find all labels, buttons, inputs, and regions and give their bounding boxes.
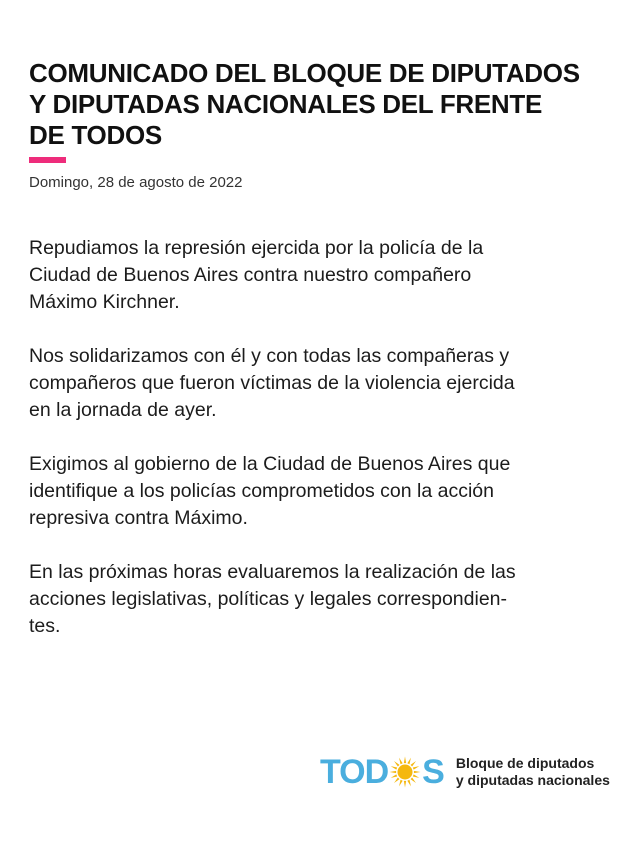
sun-ray	[411, 761, 416, 766]
accent-bar	[29, 157, 66, 163]
paragraph-line: compañeros que fueron víctimas de la violencia ejercida	[29, 372, 515, 394]
paragraph-line: Máximo Kirchner.	[29, 291, 180, 313]
logo-tagline	[456, 755, 610, 789]
sun-ray	[391, 766, 398, 770]
paragraph-line: represiva contra Máximo.	[29, 507, 248, 529]
sun-ray	[407, 780, 411, 787]
paragraph-acciones	[29, 559, 629, 640]
sun-ray	[391, 774, 398, 778]
paragraph-solidaridad	[29, 343, 629, 424]
sun-ray	[413, 774, 420, 778]
publication-date: Domingo, 28 de agosto de 2022	[29, 174, 243, 191]
logo-tagline-line-2: y diputadas nacionales	[455, 772, 610, 788]
paragraph-line: Nos solidarizamos con él y con todas las compañeras y	[29, 345, 510, 367]
sun-ray	[399, 780, 403, 787]
sun-ray	[394, 777, 399, 782]
paragraph-line: Repudiamos la represión ejercida por la policía de la	[29, 237, 484, 259]
paragraph-line: en la jornada de ayer.	[29, 399, 217, 421]
paragraph-exigencia	[29, 451, 629, 532]
sun-ray	[390, 771, 397, 773]
paragraph-line: Ciudad de Buenos Aires contra nuestro compañero	[29, 264, 472, 286]
page-title	[29, 58, 619, 151]
logo-tagline-line-1: Bloque de diputados	[455, 755, 595, 771]
sun-ray	[411, 777, 416, 782]
sun-icon	[389, 756, 421, 788]
todos-logo	[320, 752, 610, 792]
statement-body	[29, 235, 629, 667]
paragraph-line: acciones legislativas, políticas y legales correspondien-	[29, 588, 507, 610]
sun-ray	[404, 781, 406, 788]
paragraph-line: Exigimos al gobierno de la Ciudad de Buenos Aires que	[29, 453, 511, 475]
sun-ray	[399, 758, 403, 765]
title-line-1: COMUNICADO DEL BLOQUE DE DIPUTADOS	[29, 58, 580, 88]
paragraph-repudio	[29, 235, 629, 316]
logo-word-left: TOD	[320, 752, 389, 791]
sun-ray	[413, 766, 420, 770]
paragraph-line: En las próximas horas evaluaremos la realización de las	[29, 561, 516, 583]
sun-ray	[407, 758, 411, 765]
paragraph-line: tes.	[29, 615, 61, 637]
sun-ray	[394, 761, 399, 766]
sun-ray	[404, 757, 406, 764]
title-line-3: DE TODOS	[29, 120, 162, 150]
title-line-2: Y DIPUTADAS NACIONALES DEL FRENTE	[29, 89, 543, 119]
sun-ray	[414, 771, 421, 773]
logo-wordmark	[320, 753, 444, 792]
logo-word-right: S	[422, 752, 444, 791]
paragraph-line: identifique a los policías comprometidos con la acción	[29, 480, 495, 502]
